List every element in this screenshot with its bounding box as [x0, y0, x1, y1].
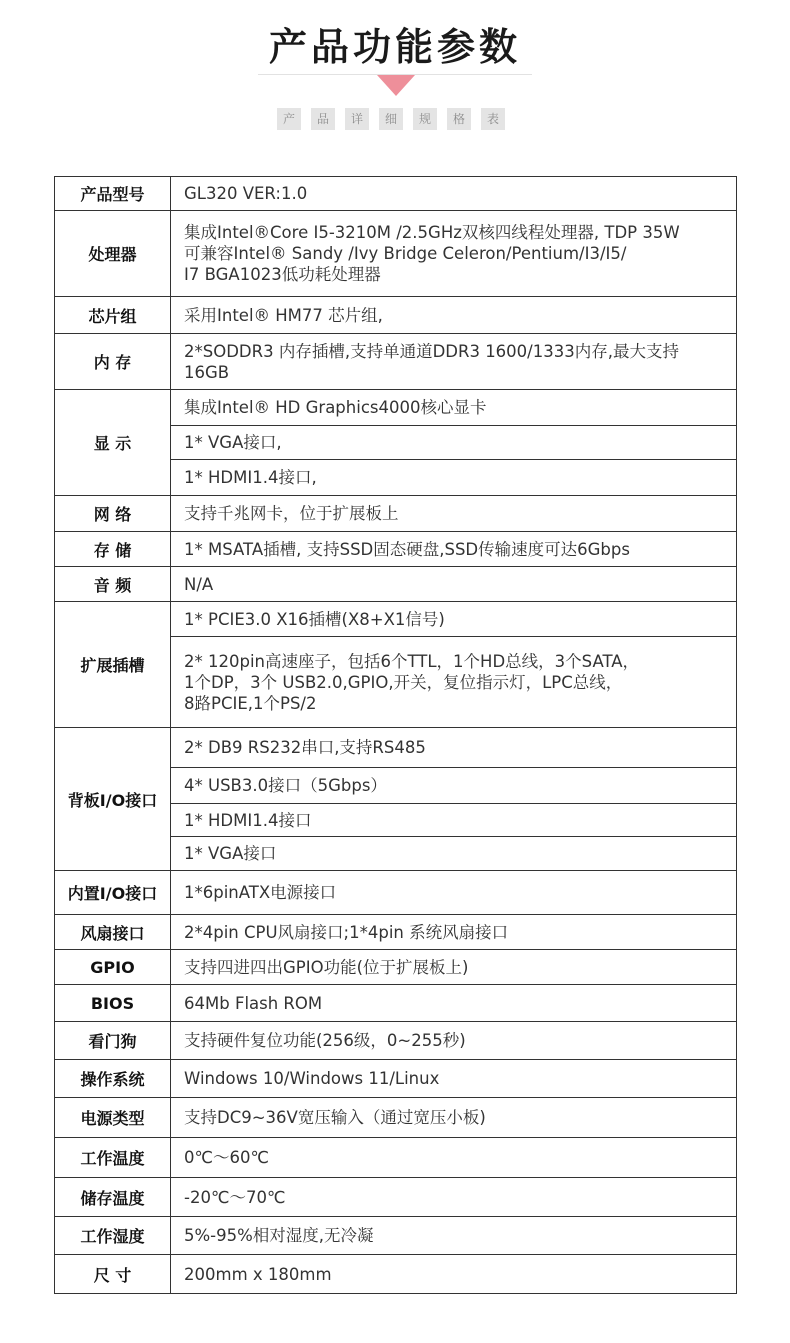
table-row	[55, 985, 737, 1022]
spec-value-rear-io-usb: 4* USB3.0接口（5Gbps）	[171, 768, 737, 804]
page-title: 产品功能参数	[268, 25, 521, 69]
header	[0, 0, 790, 150]
spec-label-size: 尺 寸	[55, 1255, 171, 1294]
spec-label-memory: 内 存	[55, 334, 171, 390]
spec-label-storage: 存 储	[55, 532, 171, 567]
spec-value-display-hdmi: 1* HDMI1.4接口,	[171, 460, 737, 496]
table-row	[55, 1178, 737, 1217]
table-row	[55, 1217, 737, 1255]
subtitle-char: 表	[481, 108, 505, 130]
spec-value-rear-io-hdmi: 1* HDMI1.4接口	[171, 804, 737, 837]
spec-label-gpio: GPIO	[55, 950, 171, 985]
spec-value-display-vga: 1* VGA接口,	[171, 426, 737, 460]
spec-value-storage: 1* MSATA插槽, 支持SSD固态硬盘,SSD传输速度可达6Gbps	[171, 532, 737, 567]
spec-label-audio: 音 频	[55, 567, 171, 602]
spec-value-model: GL320 VER:1.0	[171, 177, 737, 211]
spec-label-os: 操作系统	[55, 1060, 171, 1098]
spec-value-cpu	[171, 211, 737, 297]
spec-label-network: 网 络	[55, 496, 171, 532]
spec-value-network: 支持千兆网卡，位于扩展板上	[171, 496, 737, 532]
table-row	[55, 1022, 737, 1060]
spec-label-rear-io: 背板I/O接口	[55, 728, 171, 871]
spec-value-op-temp: 0℃～60℃	[171, 1138, 737, 1178]
table-row	[55, 728, 737, 768]
spec-value-audio: N/A	[171, 567, 737, 602]
spec-value-storage-temp: -20℃～70℃	[171, 1178, 737, 1217]
spec-label-watchdog: 看门狗	[55, 1022, 171, 1060]
table-row	[55, 496, 737, 532]
spec-line: 2* 120pin高速座子，包括6个TTL，1个HD总线，3个SATA，	[184, 651, 640, 671]
table-row	[55, 567, 737, 602]
spec-line: I7 BGA1023低功耗处理器	[184, 265, 381, 284]
table-row	[55, 334, 737, 390]
spec-label-storage-temp: 储存温度	[55, 1178, 171, 1217]
spec-line: 1个DP，3个 USB2.0,GPIO,开关，复位指示灯，LPC总线，	[184, 672, 623, 692]
spec-label-display: 显 示	[55, 390, 171, 496]
spec-line: 集成Intel®Core I5-3210M /2.5GHz双核四线程处理器, TDP 35W	[184, 223, 680, 242]
table-row	[55, 390, 737, 426]
spec-label-model: 产品型号	[55, 177, 171, 211]
spec-label-fan: 风扇接口	[55, 915, 171, 950]
spec-line: 可兼容Intel® Sandy /Ivy Bridge Celeron/Pentium/I3/I5/	[184, 244, 627, 263]
table-row	[55, 871, 737, 915]
spec-value-expansion-pcie: 1* PCIE3.0 X16插槽(X8+X1信号)	[171, 602, 737, 637]
spec-label-internal-io: 内置I/O接口	[55, 871, 171, 915]
spec-label-bios: BIOS	[55, 985, 171, 1022]
spec-value-bios: 64Mb Flash ROM	[171, 985, 737, 1022]
spec-line: 8路PCIE,1个PS/2	[184, 693, 317, 713]
spec-value-size: 200mm x 180mm	[171, 1255, 737, 1294]
spec-label-humidity: 工作湿度	[55, 1217, 171, 1255]
table-row	[55, 177, 737, 211]
spec-value-rear-io-vga: 1* VGA接口	[171, 837, 737, 871]
spec-label-op-temp: 工作温度	[55, 1138, 171, 1178]
spec-table	[54, 176, 737, 1294]
spec-value-watchdog: 支持硬件复位功能(256级，0~255秒)	[171, 1022, 737, 1060]
table-row	[55, 602, 737, 637]
subtitle-strip	[277, 108, 505, 130]
table-row	[55, 532, 737, 567]
table-row	[55, 1098, 737, 1138]
spec-value-gpio: 支持四进四出GPIO功能(位于扩展板上)	[171, 950, 737, 985]
spec-value-display-gpu: 集成Intel® HD Graphics4000核心显卡	[171, 390, 737, 426]
spec-line: 16GB	[184, 362, 230, 382]
spec-value-fan: 2*4pin CPU风扇接口;1*4pin 系统风扇接口	[171, 915, 737, 950]
spec-value-power: 支持DC9~36V宽压输入（通过宽压小板)	[171, 1098, 737, 1138]
table-row	[55, 915, 737, 950]
table-row	[55, 950, 737, 985]
spec-value-chipset: 采用Intel® HM77 芯片组,	[171, 297, 737, 334]
spec-value-rear-io-serial: 2* DB9 RS232串口,支持RS485	[171, 728, 737, 768]
spec-value-os: Windows 10/Windows 11/Linux	[171, 1060, 737, 1098]
table-row	[55, 211, 737, 297]
spec-value-internal-io: 1*6pinATX电源接口	[171, 871, 737, 915]
down-triangle-icon	[377, 75, 415, 96]
spec-label-cpu: 处理器	[55, 211, 171, 297]
table-row	[55, 1255, 737, 1294]
spec-label-power: 电源类型	[55, 1098, 171, 1138]
spec-value-expansion-header	[171, 637, 737, 728]
subtitle-char: 格	[447, 108, 471, 130]
subtitle-char: 产	[277, 108, 301, 130]
spec-value-humidity: 5%-95%相对湿度,无冷凝	[171, 1217, 737, 1255]
table-row	[55, 1138, 737, 1178]
subtitle-char: 细	[379, 108, 403, 130]
table-row	[55, 1060, 737, 1098]
subtitle-char: 详	[345, 108, 369, 130]
table-row	[55, 297, 737, 334]
spec-line: 2*SODDR3 内存插槽,支持单通道DDR3 1600/1333内存,最大支持	[184, 341, 679, 361]
spec-label-expansion: 扩展插槽	[55, 602, 171, 728]
spec-label-chipset: 芯片组	[55, 297, 171, 334]
subtitle-char: 品	[311, 108, 335, 130]
spec-value-memory	[171, 334, 737, 390]
subtitle-char: 规	[413, 108, 437, 130]
